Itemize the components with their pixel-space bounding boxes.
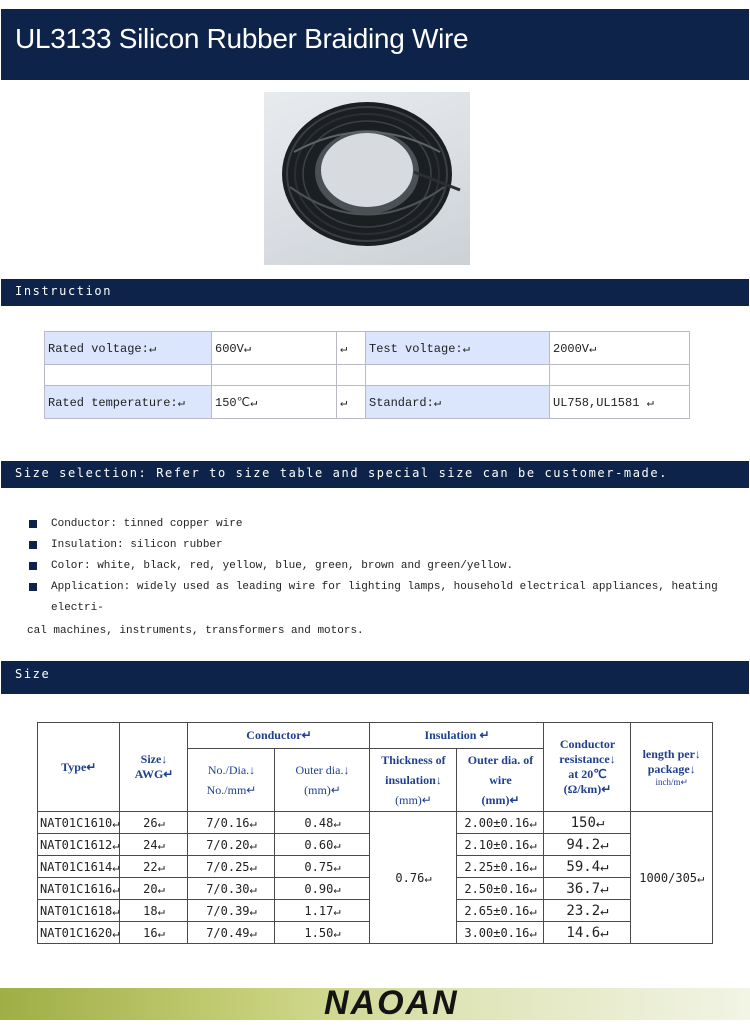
section-instruction [1,279,749,306]
blank-cell [366,365,550,386]
cell-awg: 22↵ [120,856,188,878]
cell-type: NAT01C1612↵ [38,834,120,856]
col-conductor: Conductor↵ [188,723,370,749]
col-outer-line: (mm)↵ [304,783,341,797]
col-outer [275,749,370,812]
blank-cell [337,365,366,386]
list-item-text: Application: widely used as leading wire for lighting lamps, household electrical appliances, heating electri- [51,581,718,614]
col-wire-dia [457,749,544,812]
list-item-continuation: cal machines, instruments, transformers and motors. [27,625,364,637]
col-thickness-unit: (mm)↵ [395,793,432,807]
col-wire-line: wire [489,773,512,787]
rated-temperature-value: 150℃↵ [212,386,337,419]
list-item [27,556,727,577]
col-resistance-line: at 20℃ [568,767,607,781]
cell-wire-dia: 2.25±0.16↵ [457,856,544,878]
cell-outer: 0.90↵ [275,878,370,900]
cell-resistance: 94.2↵ [544,834,631,856]
cell-awg: 24↵ [120,834,188,856]
square-bullet-icon [29,583,37,591]
page-title: UL3133 Silicon Rubber Braiding Wire [15,23,469,54]
section-instruction-label: Instruction [15,284,113,298]
col-thickness-line: insulation↓ [385,773,442,787]
col-resistance-line: resistance↓ [559,752,616,766]
col-length-line: length per↓ [642,746,701,761]
cell-nodia: 7/0.39↵ [188,900,275,922]
cell-nodia: 7/0.30↵ [188,878,275,900]
cell-nodia: 7/0.49↵ [188,922,275,944]
cell-resistance: 150↵ [544,812,631,834]
cell-outer: 1.17↵ [275,900,370,922]
square-bullet-icon [29,562,37,570]
cell-resistance: 23.2↵ [544,900,631,922]
spec-row-blank [45,365,690,386]
rated-voltage-value: 600V↵ [212,332,337,365]
footer [0,984,750,1028]
cell-type: NAT01C1614↵ [38,856,120,878]
section-size-selection-label: Size selection: Refer to size table and special size can be customer-made. [15,466,669,480]
list-item [27,535,727,556]
list-item-text: Insulation: silicon rubber [51,539,223,551]
col-resistance-line: Conductor [559,737,616,751]
brand-logo: NAOAN [324,984,459,1022]
section-size-selection [1,461,749,488]
cell-type: NAT01C1620↵ [38,922,120,944]
table-row [38,812,713,834]
cell-outer: 1.50↵ [275,922,370,944]
col-length [631,723,713,812]
table-header-row [38,723,713,749]
col-nodia-line: No./Dia.↓ [207,763,256,777]
spec-row [45,332,690,365]
col-insulation: Insulation ↵ [370,723,544,749]
col-type: Type↵ [38,723,120,812]
cell-outer: 0.48↵ [275,812,370,834]
cell-awg: 20↵ [120,878,188,900]
col-outer-line: Outer dia.↓ [295,763,350,777]
blank-cell [45,365,212,386]
wire-coil-image [264,92,470,265]
spec-row [45,386,690,419]
cell-resistance: 14.6↵ [544,922,631,944]
cell-awg: 18↵ [120,900,188,922]
cell-wire-dia: 2.65±0.16↵ [457,900,544,922]
section-size-label: Size [15,667,51,681]
standard-label: Standard:↵ [366,386,550,419]
cell-awg: 26↵ [120,812,188,834]
square-bullet-icon [29,541,37,549]
title-bar [1,9,749,80]
cell-insulation-thickness: 0.76↵ [370,812,457,944]
cell-nodia: 7/0.20↵ [188,834,275,856]
col-size [120,723,188,812]
col-resistance-line: (Ω/km)↵ [563,782,612,796]
col-nodia-line: No./mm↵ [206,783,257,797]
col-wire-line: Outer dia. of [467,753,534,767]
cell-outer: 0.60↵ [275,834,370,856]
cell-wire-dia: 2.50±0.16↵ [457,878,544,900]
cell-type: NAT01C1618↵ [38,900,120,922]
spec-table [44,331,690,419]
cell-awg: 16↵ [120,922,188,944]
cell-package-length: 1000/305↵ [631,812,713,944]
blank-cell [212,365,337,386]
cell-type: NAT01C1610↵ [38,812,120,834]
col-nodia [188,749,275,812]
col-length-unit: inch/m↵ [655,776,689,787]
col-thickness [370,749,457,812]
col-thickness-line: Thickness of [381,753,446,767]
col-size-unit: AWG↵ [134,767,174,781]
test-voltage-value: 2000V↵ [550,332,690,365]
cell-resistance: 36.7↵ [544,878,631,900]
col-size-line: Size↓ [140,752,168,766]
list-item [27,514,727,535]
col-length-line: package↓ [647,761,696,776]
rated-voltage-label: Rated voltage:↵ [45,332,212,365]
list-item [27,577,727,619]
spec-spacer: ↵ [337,386,366,419]
cell-type: NAT01C1616↵ [38,878,120,900]
test-voltage-label: Test voltage:↵ [366,332,550,365]
square-bullet-icon [29,520,37,528]
feature-list [27,514,727,642]
cell-wire-dia: 3.00±0.16↵ [457,922,544,944]
cell-nodia: 7/0.16↵ [188,812,275,834]
standard-value: UL758,UL1581 ↵ [550,386,690,419]
size-table [37,722,713,944]
section-size [1,661,749,694]
cell-outer: 0.75↵ [275,856,370,878]
col-resistance [544,723,631,812]
cell-nodia: 7/0.25↵ [188,856,275,878]
cell-wire-dia: 2.10±0.16↵ [457,834,544,856]
list-item-text: Conductor: tinned copper wire [51,518,243,530]
spec-spacer: ↵ [337,332,366,365]
wire-coil-photo [264,92,470,265]
blank-cell [550,365,690,386]
cell-wire-dia: 2.00±0.16↵ [457,812,544,834]
rated-temperature-label: Rated temperature:↵ [45,386,212,419]
list-item-text: Color: white, black, red, yellow, blue, green, brown and green/yellow. [51,560,514,572]
col-wire-unit: (mm)↵ [481,793,520,807]
cell-resistance: 59.4↵ [544,856,631,878]
